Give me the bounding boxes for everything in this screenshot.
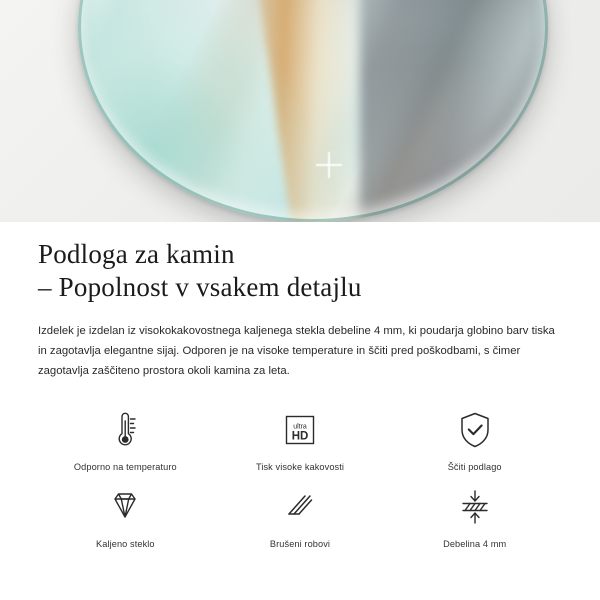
- feature-label: Debelina 4 mm: [443, 539, 507, 549]
- feature-item: [387, 484, 562, 549]
- feature-label: Ščiti podlago: [447, 462, 502, 472]
- feature-label: Odporno na temperaturo: [73, 462, 177, 472]
- diamond-icon: [103, 484, 147, 530]
- feature-item: [38, 484, 213, 549]
- feature-label: Kaljeno steklo: [96, 539, 155, 549]
- thermometer-icon: [105, 407, 145, 453]
- product-description: Izdelek je izdelan iz visokokakovostnega kaljenega stekla debeline 4 mm, ki poudarja globino barv tiska in zagotavlja elegantne sijaj. Odporen je na visoke temperature in ščiti pred poškodbami, s čimer zagotavlja zaščiteno prostora okoli kamina za leta.: [38, 325, 555, 377]
- page-title: [38, 238, 562, 304]
- svg-text:HD: HD: [291, 430, 309, 443]
- ultra-hd-icon: [279, 407, 321, 453]
- feature-label: Tisk visoke kakovosti: [255, 462, 345, 472]
- polished-edges-icon: [278, 484, 322, 530]
- content-area: [0, 238, 600, 549]
- feature-item: [213, 484, 388, 549]
- feature-label: Brušeni robovi: [269, 539, 331, 549]
- glass-disc-product-image: [78, 0, 548, 222]
- hero-image: [0, 0, 600, 222]
- headline-line-1: Podloga za kamin: [38, 239, 235, 269]
- feature-grid: [38, 407, 562, 549]
- feature-item: [213, 407, 388, 472]
- headline-line-2: – Popolnost v vsakem detajlu: [38, 272, 362, 302]
- thickness-icon: [453, 484, 497, 530]
- shield-check-icon: [454, 407, 496, 453]
- feature-item: [38, 407, 213, 472]
- svg-text:ultra: ultra: [293, 423, 307, 431]
- feature-item: [387, 407, 562, 472]
